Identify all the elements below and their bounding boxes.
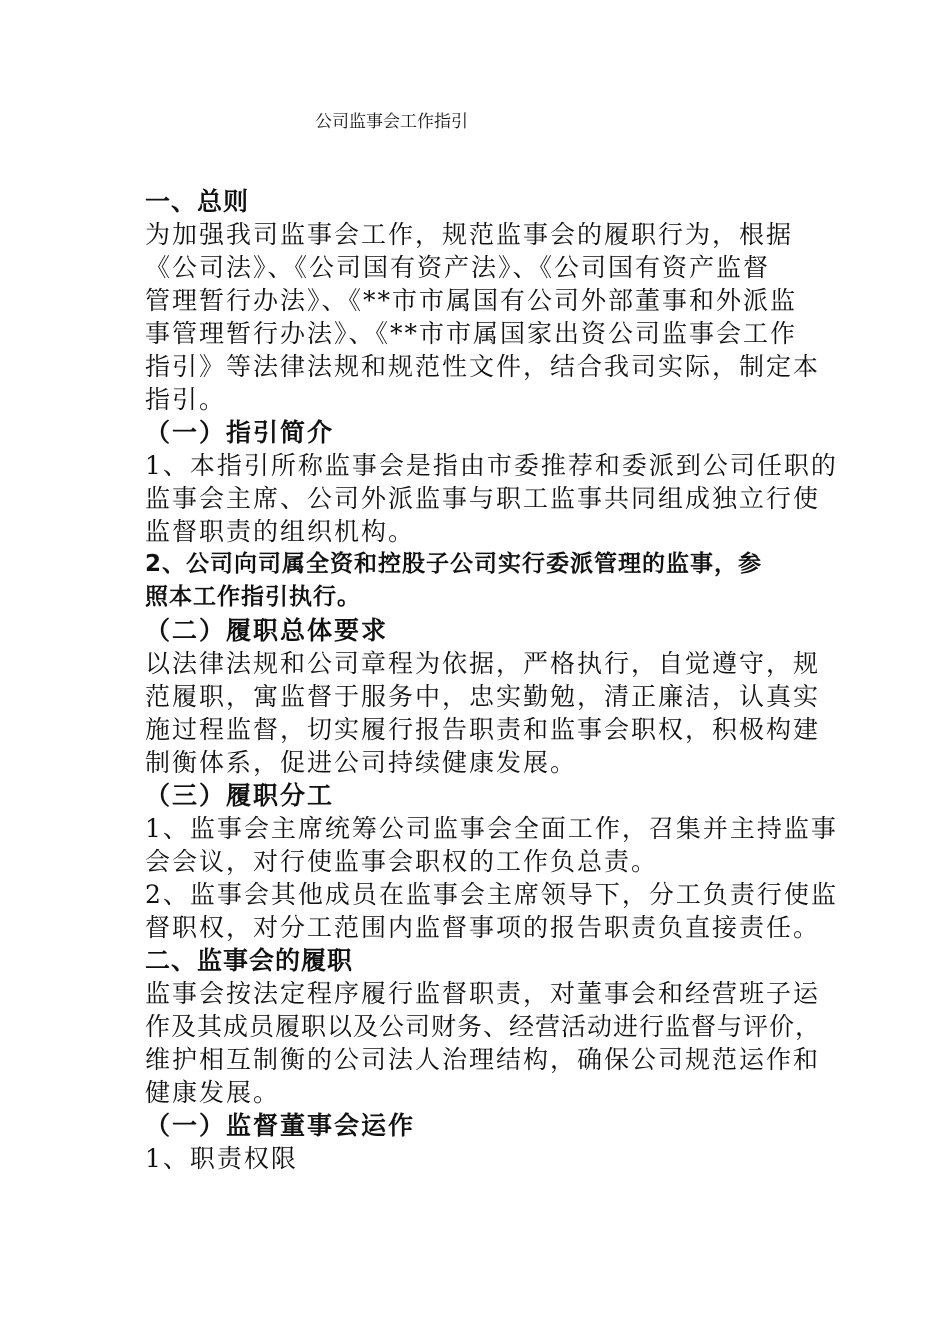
paragraph-line: 管理暂行办法》、《**市市属国有公司外部董事和外派监 bbox=[145, 286, 798, 315]
paragraph-line: 维护相互制衡的公司法人治理结构，确保公司规范运作和 bbox=[145, 1045, 821, 1074]
paragraph-line: 1、监事会主席统筹公司监事会全面工作，召集并主持监事 bbox=[145, 814, 838, 843]
paragraph-line: 监事会主席、公司外派监事与职工监事共同组成独立行使 bbox=[145, 484, 821, 513]
paragraph-line: 会会议，对行使监事会职权的工作负总责。 bbox=[145, 847, 659, 876]
bold-paragraph-line: 2、公司向司属全资和控股子公司实行委派管理的监事，参 bbox=[145, 551, 763, 577]
paragraph-line: 以法律法规和公司章程为依据，严格执行，自觉遵守，规 bbox=[145, 649, 821, 678]
subsection-heading-intro: （一）指引简介 bbox=[145, 418, 335, 447]
document-body bbox=[145, 185, 838, 1175]
paragraph-line: 施过程监督，切实履行报告职责和监事会职权，积极构建 bbox=[145, 715, 821, 744]
paragraph-line: 指引。 bbox=[145, 385, 227, 414]
paragraph-line: 1、本指引所称监事会是指由市委推荐和委派到公司任职的 bbox=[145, 451, 838, 480]
section-heading-general: 一、总则 bbox=[145, 187, 250, 216]
paragraph-line: 1、职责权限 bbox=[145, 1144, 298, 1173]
paragraph-line: 作及其成员履职以及公司财务、经营活动进行监督与评价， bbox=[145, 1012, 822, 1041]
paragraph-line: 范履职，寓监督于服务中，忠实勤勉，清正廉洁，认真实 bbox=[145, 682, 821, 711]
paragraph-line: 《公司法》、《公司国有资产法》、《公司国有资产监督 bbox=[145, 253, 771, 282]
paragraph-line: 2、监事会其他成员在监事会主席领导下，分工负责行使监 bbox=[145, 880, 838, 909]
paragraph-line: 为加强我司监事会工作，规范监事会的履职行为，根据 bbox=[145, 220, 794, 249]
paragraph-line: 指引》等法律法规和规范性文件，结合我司实际，制定本 bbox=[145, 352, 821, 381]
paragraph-line: 事管理暂行办法》、《**市市属国家出资公司监事会工作 bbox=[145, 319, 798, 348]
subsection-heading-division: （三）履职分工 bbox=[145, 781, 335, 810]
paragraph-line: 健康发展。 bbox=[145, 1078, 281, 1107]
bold-paragraph-line: 照本工作指引执行。 bbox=[145, 584, 361, 610]
paragraph-line: 制衡体系，促进公司持续健康发展。 bbox=[145, 748, 578, 777]
section-heading-duties: 二、监事会的履职 bbox=[145, 946, 354, 975]
paragraph-line: 监督职责的组织机构。 bbox=[145, 517, 416, 546]
paragraph-line: 监事会按法定程序履行监督职责，对董事会和经营班子运 bbox=[145, 979, 821, 1008]
paragraph-line: 督职权，对分工范围内监督事项的报告职责负直接责任。 bbox=[145, 913, 821, 942]
subsection-heading-requirements: （二）履职总体要求 bbox=[145, 616, 389, 645]
document-title: 公司监事会工作指引 bbox=[315, 112, 468, 132]
subsection-heading-board-supervision: （一）监督董事会运作 bbox=[145, 1111, 416, 1140]
